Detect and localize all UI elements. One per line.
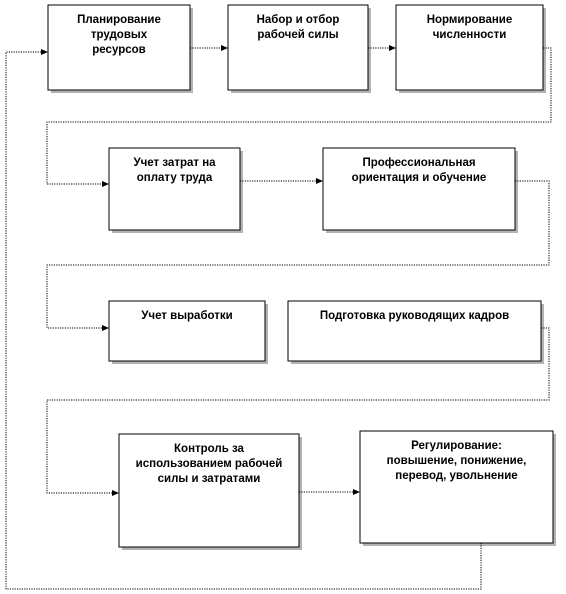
managers-label-line: Подготовка руководящих кадров [319,310,510,322]
planning-label-line: трудовых [90,29,148,41]
arrowhead-orientation [316,178,323,184]
orientation-label-line: Профессиональная [362,157,476,169]
labor-cost-label-line: оплату труда [136,172,213,184]
recruitment-label-line: рабочей силы [257,29,339,41]
output-label-line: Учет выработки [141,310,233,322]
planning-label-line: Планирование [77,14,161,26]
arrowhead-control [112,490,119,496]
output-box [109,301,265,361]
regulation-label-line: перевод, увольнение [395,470,518,482]
arrowhead-planning [41,49,48,55]
arrowhead-regulation [353,489,360,495]
regulation-box [360,431,553,543]
arrowhead-headcount [389,45,396,51]
labor-cost-box [109,148,240,230]
arrowhead-laborcost [102,181,109,187]
arrowhead-recruitment [221,45,228,51]
headcount-label-line: Нормирование [426,14,513,26]
control-label-line: силы и затратами [157,473,261,485]
recruitment-box [228,5,368,90]
control-label-line: использованием рабочей [135,458,283,470]
orientation-box [323,148,515,230]
labor-cost-label-line: Учет затрат на [133,157,216,169]
control-label-line: Контроль за [174,443,244,455]
planning-label-line: ресурсов [92,44,146,56]
headcount-label-line: численности [432,29,507,41]
regulation-label-line: Регулирование: [411,440,502,452]
recruitment-label-line: Набор и отбор [256,14,340,26]
orientation-label-line: ориентация и обучение [351,172,487,184]
regulation-label-line: повышение, понижение, [386,455,527,467]
managers-box [288,301,541,361]
planning-box [48,5,190,90]
arrowhead-output [102,325,109,331]
headcount-box [396,5,543,90]
control-box [119,434,299,547]
